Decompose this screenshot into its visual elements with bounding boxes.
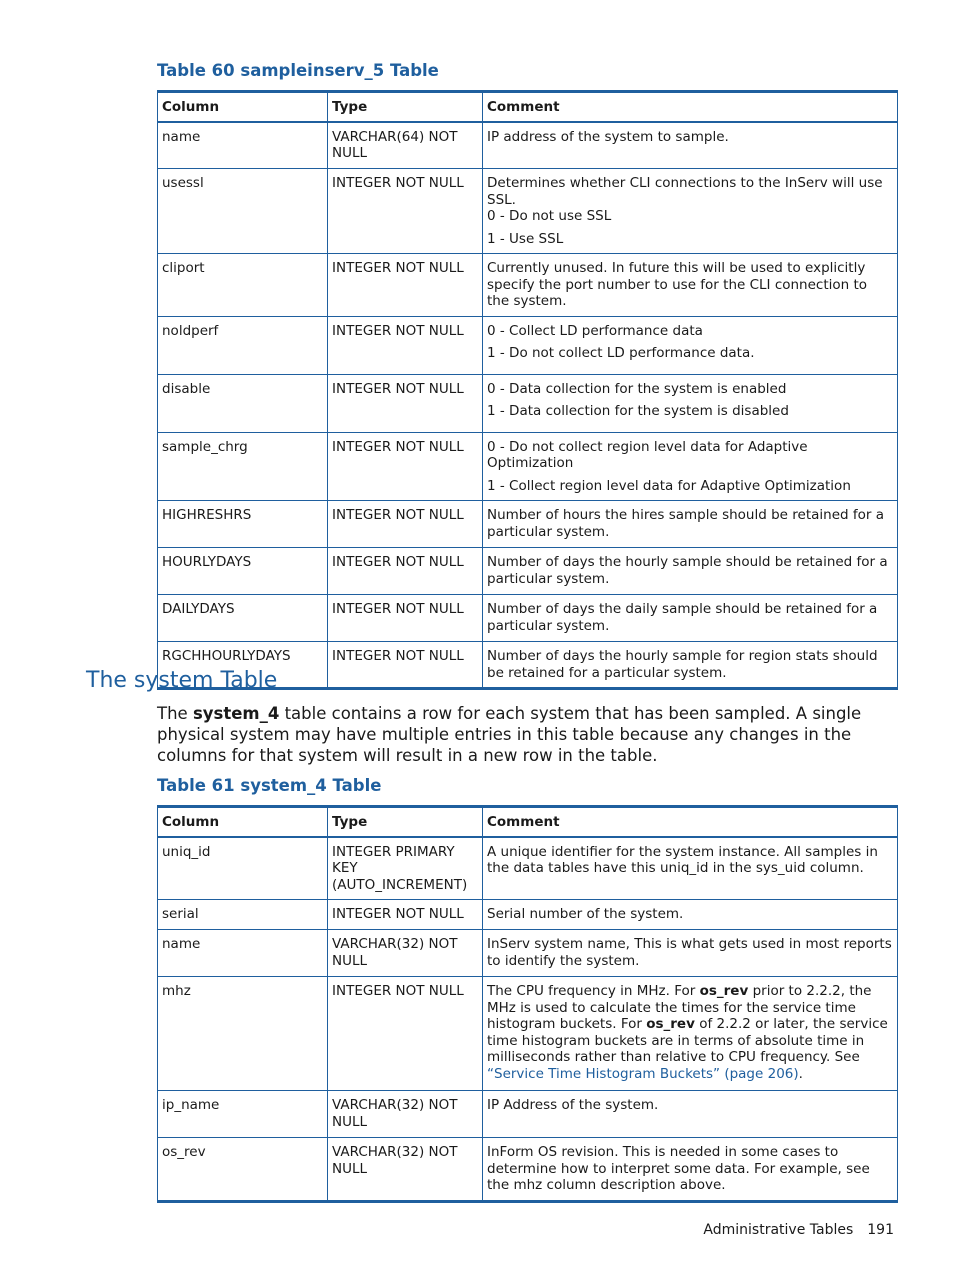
cell-type: INTEGER NOT NULL [328,374,483,432]
cell-column: sample_chrg [158,432,328,501]
cell-comment: InServ system name, This is what gets used in most reports to identify the system. [483,930,898,977]
table-row [158,900,898,930]
cell-column: disable [158,374,328,432]
cell-column: os_rev [158,1138,328,1202]
table-row [158,432,898,501]
cell-comment: The CPU frequency in MHz. For os_rev prior to 2.2.2, the MHz is used to calculate the times for the service time histogram buckets. For os_rev of 2.2.2 or later, the service time histogram buckets are in terms of absolute time in milliseconds rather than relative to CPU frequency. See “Service Time Histogram Buckets” (page 206). [483,977,898,1091]
cell-column: serial [158,900,328,930]
cell-type: VARCHAR(32) NOT NULL [328,1138,483,1202]
column-header-column: Column [158,807,328,837]
table-60-caption: Table 60 sampleinserv_5 Table [157,61,439,80]
cell-comment: Determines whether CLI connections to the InServ will use SSL. 0 - Do not use SSL 1 - Use SSL [483,169,898,254]
table-row [158,548,898,595]
column-header-comment: Comment [483,92,898,122]
table-row [158,1138,898,1202]
column-header-type: Type [328,807,483,837]
section-heading: The system Table [86,668,278,693]
cell-comment: Number of days the daily sample should be retained for a particular system. [483,595,898,642]
footer-section-title: Administrative Tables [703,1222,854,1238]
service-time-histogram-link[interactable]: “Service Time Histogram Buckets” (page 206) [487,1065,799,1082]
cell-type: INTEGER NOT NULL [328,595,483,642]
cell-column: noldperf [158,316,328,374]
page-footer [703,1222,894,1238]
table-row [158,595,898,642]
table-row [158,501,898,548]
cell-comment: IP Address of the system. [483,1091,898,1138]
cell-type: INTEGER NOT NULL [328,900,483,930]
cell-column: ip_name [158,1091,328,1138]
cell-comment: Number of days the hourly sample for region stats should be retained for a particular system. [483,642,898,689]
table-row [158,1091,898,1138]
cell-comment: 0 - Do not collect region level data for Adaptive Optimization 1 - Collect region level data for Adaptive Optimization [483,432,898,501]
cell-comment: 0 - Data collection for the system is enabled 1 - Data collection for the system is disabled [483,374,898,432]
cell-type: INTEGER NOT NULL [328,432,483,501]
cell-column: name [158,122,328,169]
table-row [158,977,898,1091]
cell-type: INTEGER NOT NULL [328,316,483,374]
section-intro: The system_4 table contains a row for each system that has been sampled. A single physical system may have multiple entries in this table because any changes in the columns for that system will result in a new row in the table. [157,704,862,765]
cell-comment: InForm OS revision. This is needed in some cases to determine how to interpret some data. For example, see the mhz column description above. [483,1138,898,1202]
cell-comment: Currently unused. In future this will be used to explicitly specify the port number to use for the CLI connection to the system. [483,254,898,317]
cell-column: DAILYDAYS [158,595,328,642]
table-row [158,316,898,374]
cell-type: VARCHAR(32) NOT NULL [328,930,483,977]
cell-type: INTEGER NOT NULL [328,169,483,254]
column-header-column: Column [158,92,328,122]
sampleinserv-table [157,90,898,690]
column-header-type: Type [328,92,483,122]
cell-comment: Number of hours the hires sample should be retained for a particular system. [483,501,898,548]
cell-type: INTEGER NOT NULL [328,254,483,317]
cell-type: INTEGER NOT NULL [328,642,483,689]
cell-column: uniq_id [158,837,328,900]
page-number: 191 [867,1222,894,1238]
table-header-row [158,92,898,122]
cell-comment: IP address of the system to sample. [483,122,898,169]
cell-comment: A unique identifier for the system instance. All samples in the data tables have this uniq_id in the sys_uid column. [483,837,898,900]
cell-type: INTEGER NOT NULL [328,501,483,548]
table-row [158,122,898,169]
cell-type: VARCHAR(32) NOT NULL [328,1091,483,1138]
cell-type: INTEGER NOT NULL [328,977,483,1091]
cell-column: name [158,930,328,977]
table-row [158,837,898,900]
cell-column: HIGHRESHRS [158,501,328,548]
system-table-name: system_4 [192,704,280,723]
table-row [158,169,898,254]
cell-column: mhz [158,977,328,1091]
table-row [158,374,898,432]
cell-column: RGCHHOURLYDAYS [158,642,328,689]
cell-type: VARCHAR(64) NOT NULL [328,122,483,169]
cell-column: usessl [158,169,328,254]
column-header-comment: Comment [483,807,898,837]
cell-type: INTEGER NOT NULL [328,548,483,595]
cell-comment: 0 - Collect LD performance data 1 - Do not collect LD performance data. [483,316,898,374]
table-header-row [158,807,898,837]
cell-column: HOURLYDAYS [158,548,328,595]
table-row [158,930,898,977]
cell-comment: Serial number of the system. [483,900,898,930]
cell-column: cliport [158,254,328,317]
cell-comment: Number of days the hourly sample should be retained for a particular system. [483,548,898,595]
table-61-caption: Table 61 system_4 Table [157,776,382,795]
cell-type: INTEGER PRIMARY KEY (AUTO_INCREMENT) [328,837,483,900]
system-table [157,805,898,1203]
table-row [158,254,898,317]
